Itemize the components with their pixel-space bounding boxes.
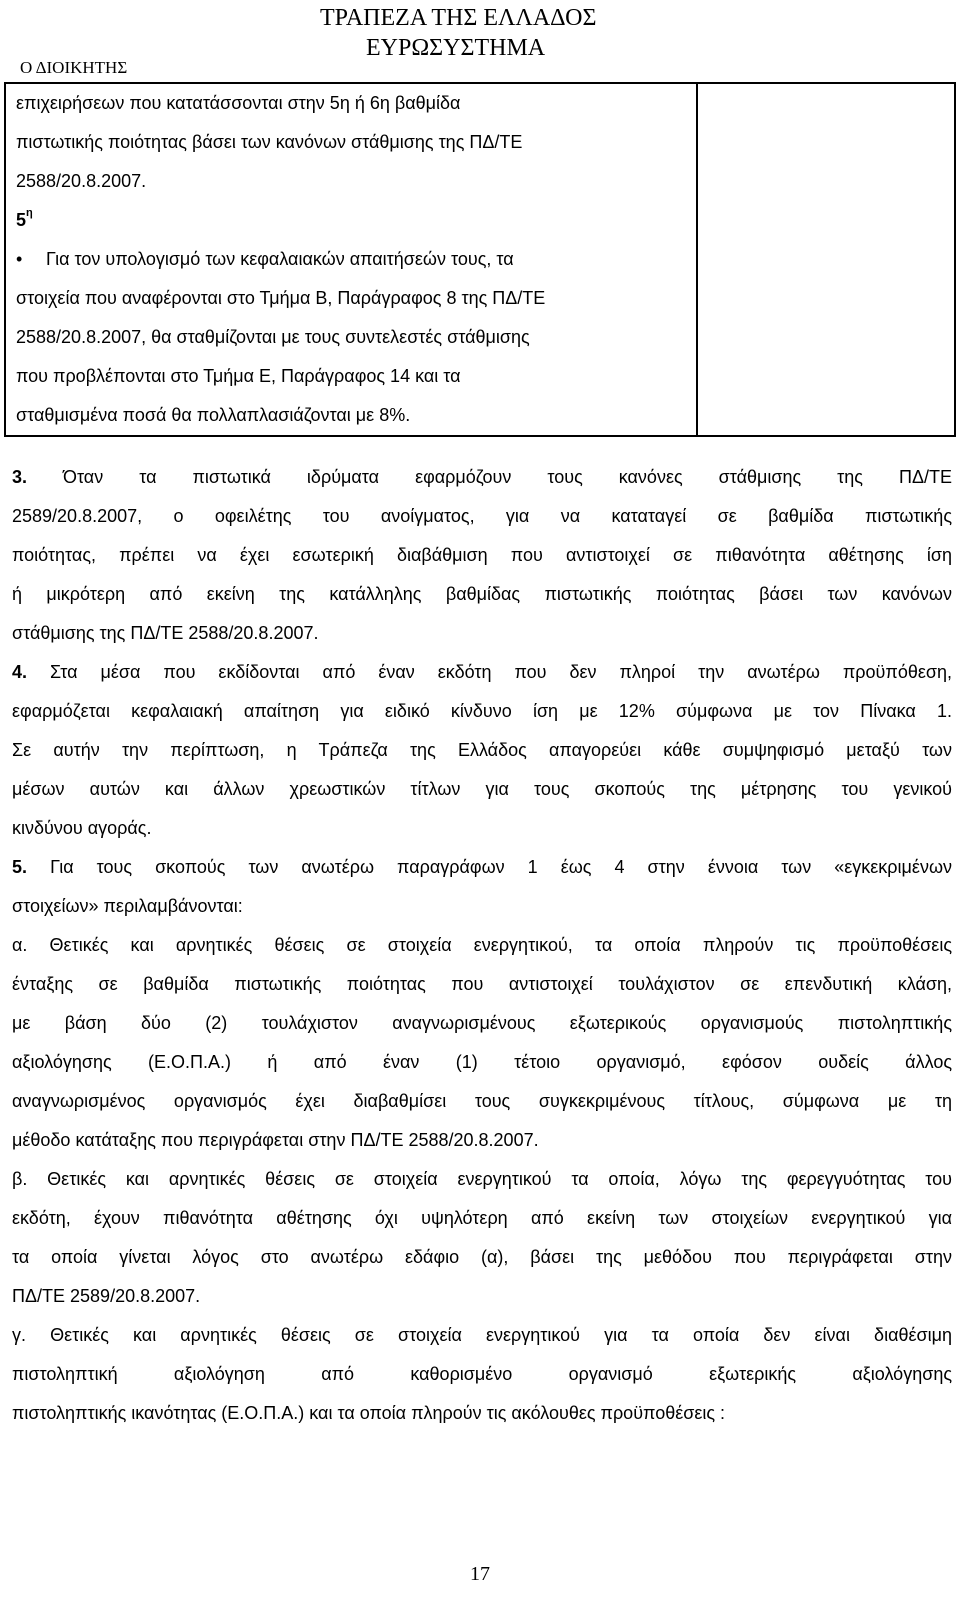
paragraph-4-line: εφαρμόζεται κεφαλαιακή απαίτηση για ειδικό κίνδυνο ίση με 12% σύμφωνα με τον Πίνακα 1. [12, 701, 952, 721]
page-number: 17 [470, 1563, 490, 1585]
paragraph-4-line: κινδύνου αγοράς. [12, 818, 152, 838]
rank-superscript: η [26, 207, 33, 219]
item-a-line: αναγνωρισμένος οργανισμός έχει διαβαθμίσει τους συγκεκριμένους τίτλους, σύμφωνα με τη [12, 1091, 952, 1111]
item-c-line: γ. Θετικές και αρνητικές θέσεις σε στοιχεία ενεργητικού για τα οποία δεν είναι διαθέσιμη [12, 1325, 952, 1345]
eurosystem-label: ΕΥΡΩΣΥΣΤΗΜΑ [366, 35, 546, 61]
table-line: που προβλέπονται στο Τμήμα Ε, Παράγραφος 14 και τα [16, 366, 461, 386]
bullet-item: • Για τον υπολογισμό των κεφαλαιακών απαιτήσεών τους, τα [16, 240, 692, 279]
item-a-line: με βάση δύο (2) τουλάχιστον αναγνωρισμένους εξωτερικούς οργανισμούς πιστοληπτικής [12, 1013, 952, 1033]
item-a-line: α. Θετικές και αρνητικές θέσεις σε στοιχεία ενεργητικού, τα οποία πληρούν τις προϋποθέσεις [12, 935, 952, 955]
paragraph-4-line: μέσων αυτών και άλλων χρεωστικών τίτλων για τους σκοπούς της μέτρησης του γενικού [12, 779, 952, 799]
paragraph-4-line: Σε αυτήν την περίπτωση, η Τράπεζα της Ελλάδος απαγορεύει κάθε συμψηφισμό μεταξύ των [12, 740, 952, 760]
item-c-line: πιστοληπτική αξιολόγηση από καθορισμένο οργανισμό εξωτερικής αξιολόγησης [12, 1364, 952, 1384]
table-line: σταθμισμένα ποσά θα πολλαπλασιάζονται με 8%. [16, 405, 411, 425]
paragraph-3-line: ποιότητας, πρέπει να έχει εσωτερική διαβάθμιση που αντιστοιχεί σε πιθανότητα αθέτησης ίση [12, 545, 952, 565]
table-line: πιστωτικής ποιότητας βάσει των κανόνων στάθμισης της ΠΔ/ΤΕ [16, 132, 523, 152]
item-a-line: αξιολόγησης (Ε.Ο.Π.Α.) ή από έναν (1) τέτοιο οργανισμό, εφόσον ουδείς άλλος [12, 1052, 952, 1072]
table-column-divider [696, 84, 698, 435]
item-b-line: τα οποία γίνεται λόγος στο ανωτέρω εδάφιο (α), βάσει της μεθόδου που περιγράφεται στην [12, 1247, 952, 1267]
table-line: 2588/20.8.2007, θα σταθμίζονται με τους συντελεστές στάθμισης [16, 327, 530, 347]
paragraph-3-line: στάθμισης της ΠΔ/ΤΕ 2588/20.8.2007. [12, 623, 319, 643]
table-text-cell [16, 84, 692, 435]
item-b-line: ΠΔ/ΤΕ 2589/20.8.2007. [12, 1286, 201, 1306]
paragraph-number: 4. [12, 662, 28, 682]
paragraph-3-line: 3. Όταν τα πιστωτικά ιδρύματα εφαρμόζουν τους κανόνες στάθμισης της ΠΔ/ΤΕ [12, 467, 952, 487]
paragraph-5-line: στοιχείων» περιλαμβάνονται: [12, 896, 243, 916]
body-text [12, 458, 952, 1433]
paragraph-3-line: 2589/20.8.2007, ο οφειλέτης του ανοίγματος, για να καταταγεί σε βαθμίδα πιστωτικής [12, 506, 952, 526]
item-b-line: β. Θετικές και αρνητικές θέσεις σε στοιχεία ενεργητικού τα οποία, λόγω της φερεγγυότητας του [12, 1169, 952, 1189]
paragraph-number: 5. [12, 857, 28, 877]
governor-label: Ο ΔΙΟΙΚΗΤΗΣ [20, 58, 128, 77]
paragraph-number: 3. [12, 467, 28, 487]
bank-name: ΤΡΑΠΕΖΑ ΤΗΣ ΕΛΛΑΔΟΣ [320, 5, 597, 31]
paragraph-3-line: ή μικρότερη από εκείνη της κατάλληλης βαθμίδας πιστωτικής ποιότητας βάσει των κανόνων [12, 584, 952, 604]
table-line: επιχειρήσεων που κατατάσσονται στην 5η ή 6η βαθμίδα [16, 93, 461, 113]
table-line: στοιχεία που αναφέρονται στο Τμήμα Β, Παράγραφος 8 της ΠΔ/ΤΕ [16, 288, 546, 308]
table-line: 2588/20.8.2007. [16, 171, 147, 191]
item-a-line: μέθοδο κατάταξης που περιγράφεται στην ΠΔ/ΤΕ 2588/20.8.2007. [12, 1130, 539, 1150]
paragraph-5-line: 5. Για τους σκοπούς των ανωτέρω παραγράφων 1 έως 4 στην έννοια των «εγκεκριμένων [12, 857, 952, 877]
item-b-line: εκδότη, έχουν πιθανότητα αθέτησης όχι υψηλότερη από εκείνη των στοιχείων ενεργητικού για [12, 1208, 952, 1228]
item-a-line: ένταξης σε βαθμίδα πιστωτικής ποιότητας που αντιστοιχεί τουλάχιστον σε επενδυτική κλάση, [12, 974, 952, 994]
item-c-line: πιστοληπτικής ικανότητας (Ε.Ο.Π.Α.) και τα οποία πληρούν τις ακόλουθες προϋποθέσεις : [12, 1403, 726, 1423]
paragraph-4-line: 4. Στα μέσα που εκδίδονται από έναν εκδότη που δεν πληροί την ανωτέρω προϋπόθεση, [12, 662, 952, 682]
rank-number: 5 [16, 210, 27, 230]
rank-heading [16, 201, 692, 240]
continuation-table [4, 82, 956, 437]
